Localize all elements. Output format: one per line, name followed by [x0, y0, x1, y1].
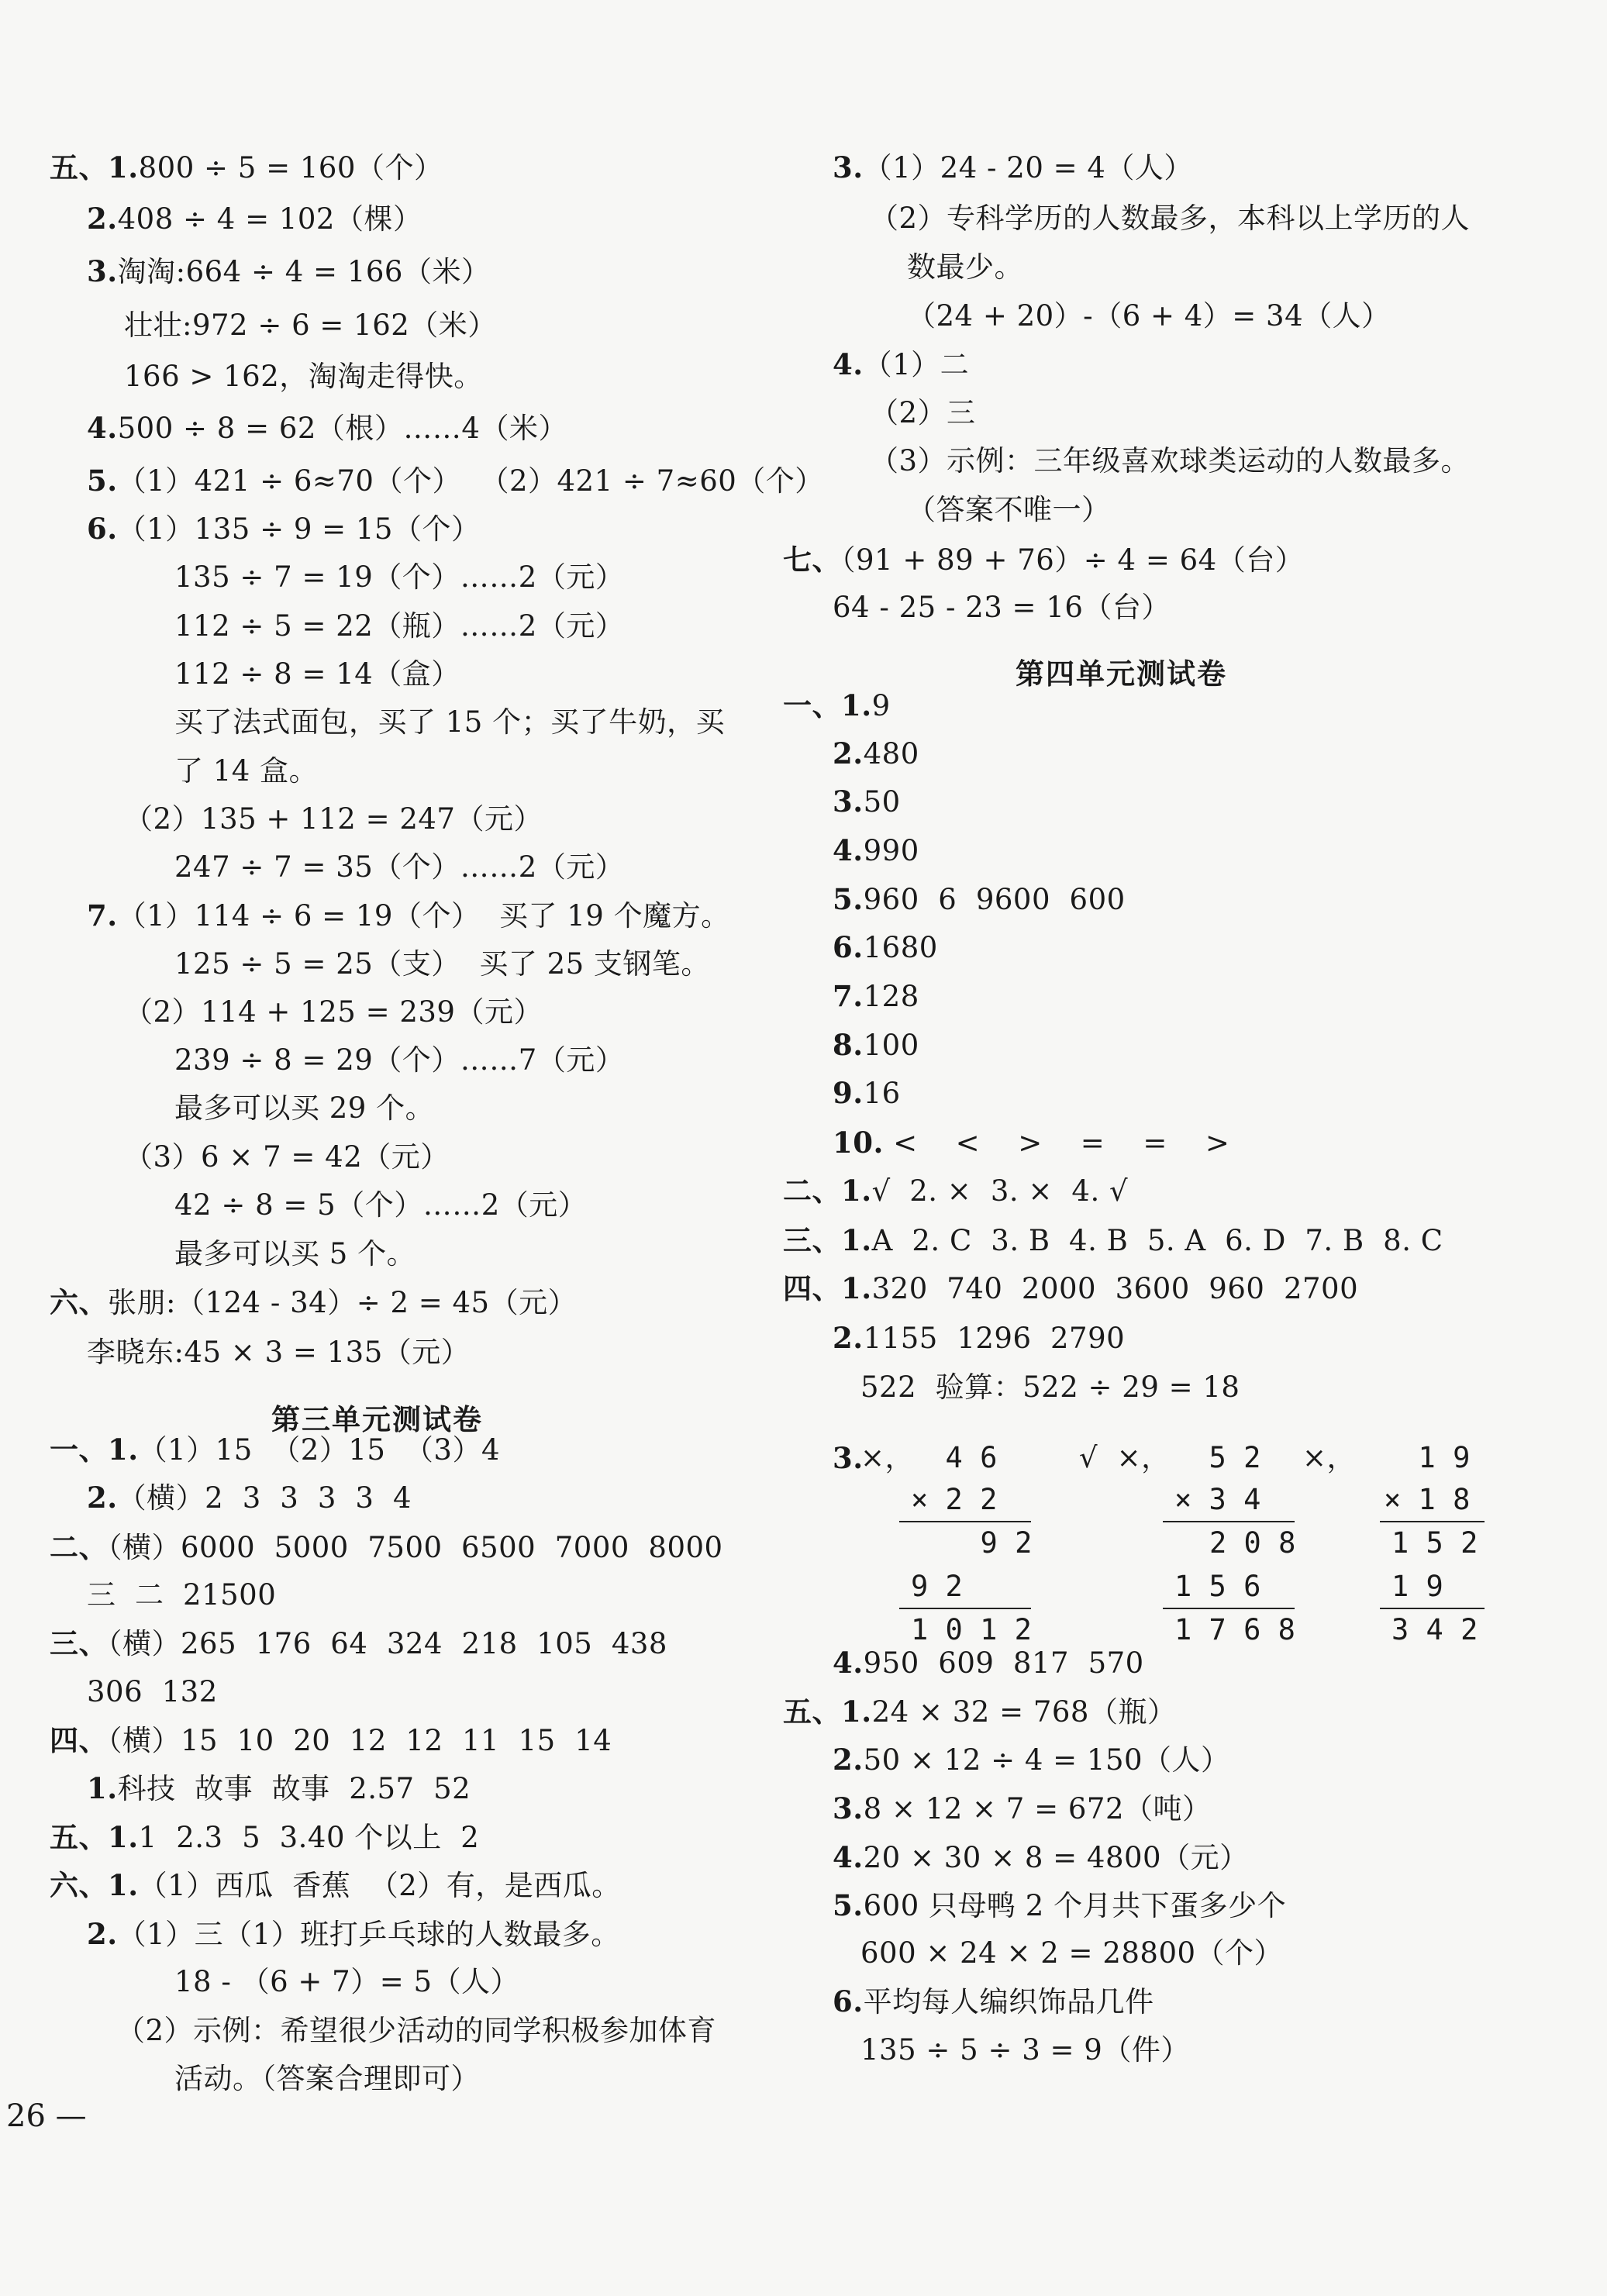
- answer-text: 50: [863, 785, 901, 819]
- left-answer-line: [124, 306, 497, 345]
- left-answer-line: [116, 2012, 716, 2050]
- question-number: 5.: [833, 882, 864, 916]
- answer-text: （2）114 + 125 = 239（元）: [124, 995, 543, 1029]
- vcalc-3-top: 1 9: [1384, 1441, 1471, 1474]
- question-number: 五、1.: [50, 150, 139, 184]
- right-answer-line: [833, 1026, 919, 1065]
- answer-text: 42 ÷ 8 = 5（个）……2（元）: [174, 1188, 588, 1222]
- left-answer-line: [174, 558, 624, 597]
- right-answer-line: [833, 1123, 1229, 1163]
- vcalc-3-partial1: 1 5 2: [1391, 1526, 1478, 1560]
- answer-text: 50 × 12 ÷ 4 = 150（人）: [863, 1743, 1230, 1777]
- vcalc-1-rule: [899, 1521, 1031, 1522]
- answer-text: 三 二 21500: [87, 1578, 277, 1612]
- answer-text: 李晓东:45 × 3 = 135（元）: [87, 1336, 471, 1369]
- right-answer-line: [783, 1171, 1128, 1211]
- question-label: 3.: [833, 1441, 864, 1475]
- answer-text: （91 + 89 + 76）÷ 4 = 64（台）: [841, 543, 1305, 577]
- answer-text: 壮壮:972 ÷ 6 = 162（米）: [124, 309, 497, 342]
- vcalc-3-partial2: 1 9: [1391, 1570, 1443, 1603]
- answer-text: 247 ÷ 7 = 35（个）……2（元）: [174, 850, 625, 884]
- answer-text: 166 > 162，淘淘走得快。: [124, 360, 483, 393]
- left-answer-line: [87, 509, 480, 549]
- vcalc-2-top: 5 2: [1174, 1441, 1261, 1474]
- answer-text: 600 × 24 × 2 = 28800（个）: [860, 1936, 1284, 1970]
- left-answer-line: [87, 252, 490, 291]
- right-answer-line: [870, 442, 1470, 481]
- answer-text: 306 132: [87, 1675, 218, 1708]
- answer-text: 480: [863, 737, 919, 771]
- question-number: 一、1.: [783, 688, 872, 722]
- right-answer-line: [783, 1221, 1443, 1260]
- answer-text: 960 6 9600 600: [863, 883, 1126, 916]
- right-answer-line: [783, 540, 1304, 580]
- right-answer-line: [833, 880, 1126, 919]
- vcalc-1-partial1: 9 2: [946, 1526, 1033, 1560]
- left-answer-line: [174, 1089, 434, 1128]
- question-number: 10.: [833, 1126, 884, 1160]
- answer-text: 125 ÷ 5 = 25（支） 买了 25 支钢笔。: [174, 947, 710, 981]
- question-number: 6.: [87, 512, 118, 546]
- right-answer-line: [833, 831, 919, 870]
- left-answer-line: [87, 1333, 470, 1372]
- question-number: 六、: [50, 1285, 108, 1319]
- question-number: 3.: [87, 254, 118, 288]
- answer-text: （1）二: [863, 348, 970, 381]
- section-heading-unit3: 第三单元测试卷: [271, 1403, 483, 1436]
- answer-text: 科技 故事 故事 2.57 52: [117, 1772, 471, 1805]
- question-number: 七、: [783, 543, 841, 577]
- answer-text: （横）2 3 3 3 3 4: [117, 1481, 412, 1515]
- answer-text: 9: [871, 689, 891, 722]
- left-answer-line: [87, 1478, 412, 1518]
- question-number: 7.: [87, 898, 118, 933]
- question-number: 2.: [833, 736, 864, 771]
- vcalc-2-result: 1 7 6 8: [1174, 1613, 1295, 1646]
- left-answer-line: [87, 1769, 471, 1808]
- left-answer-line: [87, 409, 567, 448]
- question-number: 3.: [833, 1791, 864, 1825]
- answer-text: 买了法式面包，买了 15 个；买了牛奶，买: [174, 705, 726, 739]
- question-number: 4.: [833, 833, 864, 867]
- vcalc-2-partial1: 2 0 8: [1209, 1526, 1296, 1560]
- left-answer-line: [174, 848, 624, 887]
- left-answer-line: [50, 1721, 612, 1760]
- answer-text: 990: [863, 834, 919, 867]
- answer-text: （3）6 × 7 = 42（元）: [124, 1140, 450, 1174]
- left-answer-line: [174, 1235, 416, 1274]
- question-number: 2.: [833, 1743, 864, 1777]
- left-answer-line: [50, 1528, 723, 1567]
- question-number: 8.: [833, 1028, 864, 1062]
- answer-text: （1）15 （2）15 （3）4: [138, 1433, 501, 1467]
- question-number: 4.: [833, 1840, 864, 1874]
- answer-text: 平均每人编织饰品几件: [863, 1985, 1154, 2018]
- answer-text: 500 ÷ 8 = 62（根）……4（米）: [117, 412, 567, 445]
- question-number: 2.: [87, 1917, 118, 1951]
- vcalc-2-rule: [1163, 1521, 1295, 1522]
- answer-text: 522 验算：522 ÷ 29 = 18: [860, 1370, 1240, 1404]
- answer-text: 数最少。: [907, 250, 1023, 284]
- question-number: 4.: [833, 347, 864, 381]
- vcalc-2-partial2: 1 5 6: [1174, 1570, 1261, 1603]
- left-answer-line: [50, 1818, 479, 1857]
- right-answer-line: [860, 2031, 1190, 2070]
- question-number: 三、: [50, 1626, 108, 1660]
- answer-text: 320 740 2000 3600 960 2700: [871, 1272, 1359, 1305]
- left-answer-line: [50, 148, 443, 188]
- vcalc-3-mult: × 1 8: [1384, 1483, 1471, 1516]
- answer-text: 淘淘:664 ÷ 4 = 166（米）: [117, 255, 491, 288]
- right-answer-line: [833, 1074, 901, 1113]
- left-answer-line: [174, 752, 318, 791]
- right-answer-line: [833, 1319, 1125, 1358]
- answer-text: 64 - 25 - 23 = 16（台）: [833, 591, 1171, 624]
- section-heading-unit4: 第四单元测试卷: [1016, 657, 1227, 691]
- answer-text: √ 2. × 3. × 4. √: [871, 1174, 1129, 1208]
- mark-2: √ ×，: [1079, 1441, 1171, 1474]
- question-number: 四、: [50, 1723, 108, 1757]
- answer-text: 最多可以买 5 个。: [174, 1237, 416, 1270]
- answer-text: 8 × 12 × 7 = 672（吨）: [863, 1792, 1212, 1825]
- question-number: 3.: [833, 784, 864, 819]
- left-answer-line: [174, 2060, 480, 2098]
- left-answer-line: [174, 703, 725, 742]
- vcalc-1-rule2: [899, 1608, 1031, 1609]
- answer-text: 1 2.3 5 3.40 个以上 2: [138, 1821, 480, 1854]
- left-answer-line: [174, 655, 460, 694]
- answer-text: （2）三: [870, 396, 976, 429]
- question-number: 4.: [833, 1646, 864, 1680]
- answer-text: （2）135 + 112 = 247（元）: [124, 802, 543, 836]
- question-number: 2.: [87, 202, 118, 236]
- question-number: 5.: [833, 1888, 864, 1922]
- left-answer-line: [174, 1186, 587, 1225]
- answer-text: 239 ÷ 8 = 29（个）……7（元）: [174, 1043, 625, 1077]
- right-answer-line: [833, 345, 969, 384]
- left-answer-line: [124, 1138, 450, 1177]
- right-answer-line: [783, 686, 891, 726]
- right-answer-line: [833, 1886, 1286, 1925]
- answer-text: 112 ÷ 8 = 14（盒）: [174, 657, 460, 691]
- question-number: 2.: [87, 1481, 118, 1515]
- answer-text: 24 × 32 = 768（瓶）: [871, 1695, 1177, 1729]
- left-answer-line: [50, 1624, 667, 1663]
- answer-text: 1155 1296 2790: [863, 1322, 1126, 1355]
- left-answer-line: [174, 945, 710, 984]
- question-number: 4.: [87, 411, 118, 445]
- left-answer-line: [50, 1866, 621, 1905]
- right-answer-line: [833, 1789, 1212, 1829]
- left-answer-line: [174, 1963, 519, 2001]
- answer-text: 128: [863, 980, 919, 1013]
- question-number: 6.: [833, 930, 864, 964]
- answer-text: （1）421 ÷ 6≈70（个） （2）421 ÷ 7≈60（个）: [117, 464, 824, 498]
- left-answer-line: [87, 461, 824, 501]
- answer-text: （2）专科学历的人数最多，本科以上学历的人: [870, 202, 1471, 235]
- left-answer-line: [124, 993, 543, 1032]
- left-answer-line: [87, 199, 422, 239]
- answer-text: 600 只母鸭 2 个月共下蛋多少个: [863, 1889, 1287, 1922]
- question-number: 3.: [833, 150, 864, 184]
- answer-text: < < > = = >: [883, 1126, 1230, 1160]
- vcalc-1-top: 4 6: [911, 1441, 998, 1474]
- answer-text: （答案不唯一）: [907, 493, 1111, 526]
- answer-text: （3）示例：三年级喜欢球类运动的人数最多。: [870, 444, 1471, 477]
- answer-text: 16: [863, 1077, 901, 1110]
- right-answer-line: [833, 928, 938, 967]
- left-answer-line: [174, 607, 624, 646]
- right-answer-line: [907, 248, 1023, 287]
- right-answer-line: [870, 394, 976, 433]
- answer-text: （1）24 - 20 = 4（人）: [863, 151, 1193, 184]
- left-answer-line: [174, 1041, 624, 1080]
- vcalc-3-result: 3 4 2: [1391, 1613, 1478, 1646]
- vcalc-2-mult: × 3 4: [1174, 1483, 1261, 1516]
- right-answer-line: [907, 491, 1111, 529]
- answer-text: （1）135 ÷ 9 = 15（个）: [117, 512, 481, 546]
- answer-text: （1）114 ÷ 6 = 19（个） 买了 19 个魔方。: [117, 899, 730, 933]
- question-number: 9.: [833, 1076, 864, 1110]
- right-answer-line: [860, 1368, 1240, 1407]
- answer-text: 活动。（答案合理即可）: [174, 2062, 480, 2095]
- answer-text: 1680: [863, 931, 938, 964]
- left-answer-line: [124, 357, 483, 396]
- right-answer-line: [833, 977, 919, 1016]
- question-number: 5.: [87, 464, 118, 498]
- right-answer-line: [783, 1692, 1176, 1732]
- left-answer-line: [87, 1673, 218, 1712]
- right-answer-line: [870, 199, 1470, 238]
- answer-text: 张朋:（124 - 34）÷ 2 = 45（元）: [108, 1286, 578, 1319]
- right-answer-line: [833, 588, 1171, 627]
- question-number: 四、1.: [783, 1271, 872, 1305]
- mark-1: ×，: [860, 1441, 915, 1474]
- right-answer-line: [833, 782, 901, 822]
- right-answer-line: [860, 1934, 1283, 1973]
- question-number: 一、1.: [50, 1432, 139, 1467]
- answer-text: （24 + 20）-（6 + 4）= 34（人）: [907, 299, 1391, 333]
- answer-text: 408 ÷ 4 = 102（棵）: [117, 202, 422, 236]
- vcalc-2-rule2: [1163, 1608, 1295, 1609]
- answer-text: 112 ÷ 5 = 22（瓶）……2（元）: [174, 609, 625, 643]
- question-number: 五、1.: [50, 1820, 139, 1854]
- answer-text: 20 × 30 × 8 = 4800（元）: [863, 1841, 1249, 1874]
- right-answer-line: [833, 148, 1193, 188]
- mark-3: ×，: [1302, 1441, 1357, 1474]
- answer-text: 135 ÷ 7 = 19（个）……2（元）: [174, 560, 625, 594]
- left-answer-line: [87, 1915, 620, 1954]
- vcalc-3-rule2: [1380, 1608, 1485, 1609]
- answer-text: （2）示例：希望很少活动的同学积极参加体育: [116, 2014, 717, 2047]
- answer-text: （横）6000 5000 7500 6500 7000 8000: [108, 1531, 723, 1564]
- question-number: 7.: [833, 979, 864, 1013]
- left-answer-line: [124, 800, 543, 839]
- right-answer-line: [907, 297, 1391, 336]
- left-answer-line: [50, 1283, 577, 1322]
- right-answer-line: [833, 1838, 1249, 1877]
- answer-text: 950 609 817 570: [863, 1646, 1144, 1680]
- left-answer-line: [87, 896, 730, 936]
- question-number: 三、1.: [783, 1223, 872, 1257]
- right-answer-line: [833, 1740, 1230, 1780]
- page-number: 26 —: [6, 2098, 87, 2134]
- question-number: 二、: [50, 1530, 108, 1564]
- vcalc-3-rule: [1380, 1521, 1485, 1522]
- question-number: 2.: [833, 1321, 864, 1355]
- answer-text: （横）265 176 64 324 218 105 438: [108, 1627, 667, 1660]
- answer-text: 最多可以买 29 个。: [174, 1091, 435, 1125]
- vcalc-1-mult: × 2 2: [911, 1483, 998, 1516]
- answer-text: 了 14 盒。: [174, 754, 319, 788]
- answer-text: 100: [863, 1029, 919, 1062]
- answer-text: （1）三（1）班打乒乓球的人数最多。: [117, 1918, 620, 1951]
- right-answer-line: [833, 734, 919, 774]
- answer-text: （横）15 10 20 12 12 11 15 14: [108, 1724, 612, 1757]
- answer-text: 18 - （6 + 7）= 5（人）: [174, 1965, 520, 1998]
- answer-text: 135 ÷ 5 ÷ 3 = 9（件）: [860, 2033, 1190, 2067]
- question-number: 1.: [87, 1771, 118, 1805]
- answer-text: A 2. C 3. B 4. B 5. A 6. D 7. B 8. C: [871, 1224, 1443, 1257]
- right-answer-line: [783, 1269, 1358, 1308]
- question-number: 五、1.: [783, 1694, 872, 1729]
- answer-text: （1）西瓜 香蕉 （2）有，是西瓜。: [138, 1869, 621, 1902]
- left-answer-line: [87, 1576, 276, 1615]
- question-number: 6.: [833, 1984, 864, 2018]
- question-number: 二、1.: [783, 1174, 872, 1208]
- right-answer-line: [833, 1982, 1154, 2022]
- answer-text: 800 ÷ 5 = 160（个）: [138, 151, 443, 184]
- question-number: 六、1.: [50, 1868, 139, 1902]
- vcalc-1-result: 1 0 1 2: [911, 1613, 1032, 1646]
- vcalc-1-partial2: 9 2: [911, 1570, 963, 1603]
